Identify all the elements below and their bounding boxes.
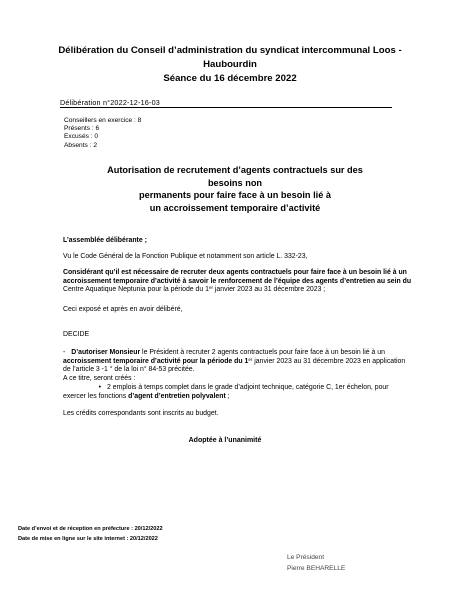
title-line-1: Délibération du Conseil d’administration du syndicat intercommunal Loos - bbox=[58, 45, 402, 56]
reception-date: Date d’envoi et de réception en préfecture : 20/12/2022 bbox=[18, 526, 163, 532]
assemblee-text: L’assemblée délibérante ; bbox=[63, 237, 147, 244]
autoriser-text-3: de l’article 3 -1 ° de la loi n° 84-53 précitée. bbox=[63, 366, 195, 374]
bullet-marker: • bbox=[98, 384, 101, 391]
count-presents: Présents : 6 bbox=[64, 125, 100, 133]
emplois-bullet-item bbox=[63, 384, 429, 401]
reference-underline bbox=[60, 107, 392, 108]
emplois-text-2-bold: d’agent d’entretien polyvalent bbox=[128, 392, 226, 400]
title-line-3: Séance du 16 décembre 2022 bbox=[163, 73, 297, 84]
document-title bbox=[40, 44, 420, 86]
autoriser-bold-text: D’autoriser Monsieur bbox=[71, 349, 141, 356]
considerant-paragraph bbox=[63, 269, 429, 295]
subject-line-2: permanents pour faire face à un besoin lié à bbox=[139, 190, 331, 200]
considerant-sup: er bbox=[208, 285, 213, 291]
online-date: Date de mise en ligne sur le site internet : 20/12/2022 bbox=[18, 536, 158, 542]
ceci-paragraph: Ceci exposé et après en avoir délibéré, bbox=[63, 306, 183, 313]
credits-paragraph: Les crédits correspondants sont inscrits au budget. bbox=[63, 410, 219, 417]
signatory-name: Pierre BEHARELLE bbox=[287, 565, 346, 572]
title-line-2: Haubourdin bbox=[203, 59, 257, 70]
assemblee-paragraph bbox=[63, 237, 429, 246]
considerant-bold-text: Considérant qu’il est nécessaire de recruter deux agents contractuels pour faire face à un besoin lié à un accroissement temporaire d’activité à savoir le renforcement de l’équipe des agents d’entretien au sein du bbox=[63, 269, 412, 285]
autoriser-sup: er bbox=[248, 356, 253, 362]
autoriser-paragraph bbox=[63, 349, 429, 383]
count-exercice: Conseillers en exercice : 8 bbox=[64, 117, 142, 124]
emplois-text-2-post: ; bbox=[225, 392, 230, 400]
dash-marker: - bbox=[63, 349, 66, 356]
subject-line-3: un accroissement temporaire d’activité bbox=[149, 202, 321, 213]
count-absents: Absents : 2 bbox=[64, 141, 97, 149]
autoriser-bold-text-2: accroissement temporaire d’activité pour la période du 1 bbox=[63, 357, 249, 365]
decide-heading: DECIDE bbox=[63, 331, 90, 338]
signatory-role: Le Président bbox=[287, 554, 325, 561]
autoriser-text-2: janvier 2023 au 31 décembre 2023 en application bbox=[252, 357, 406, 365]
vu-paragraph: Vu le Code Général de la Fonction Publique et notamment son article L. 332-23, bbox=[63, 253, 308, 260]
count-excuses: Excusés : 0 bbox=[64, 133, 99, 141]
deliberation-reference: Délibération n°2022-12-16-03 bbox=[60, 98, 160, 107]
adoption-status: Adoptée à l’unanimité bbox=[188, 437, 262, 444]
signature-block bbox=[287, 552, 345, 574]
considerant-period-post: janvier 2023 au 31 décembre 2023 ; bbox=[212, 286, 326, 294]
council-counts bbox=[64, 117, 141, 150]
emplois-text-2-pre: exercer les fonctions bbox=[63, 392, 129, 400]
transmission-dates bbox=[18, 524, 163, 544]
emplois-text-1: 2 emplois à temps complet dans le grade d’adjoint technique, catégorie C, 1er échelon, pour bbox=[107, 384, 389, 391]
considerant-period-pre: Centre Aquatique Neptunia pour la période du 1 bbox=[63, 286, 209, 294]
subject-line-1: Autorisation de recrutement d’agents contractuels sur des besoins non bbox=[107, 165, 363, 188]
titre-text: A ce titre, seront créés : bbox=[63, 374, 136, 382]
deliberation-subject bbox=[90, 164, 380, 214]
autoriser-text-1: le Président à recruter 2 agents contractuels pour faire face à un besoin lié à un bbox=[140, 349, 385, 356]
